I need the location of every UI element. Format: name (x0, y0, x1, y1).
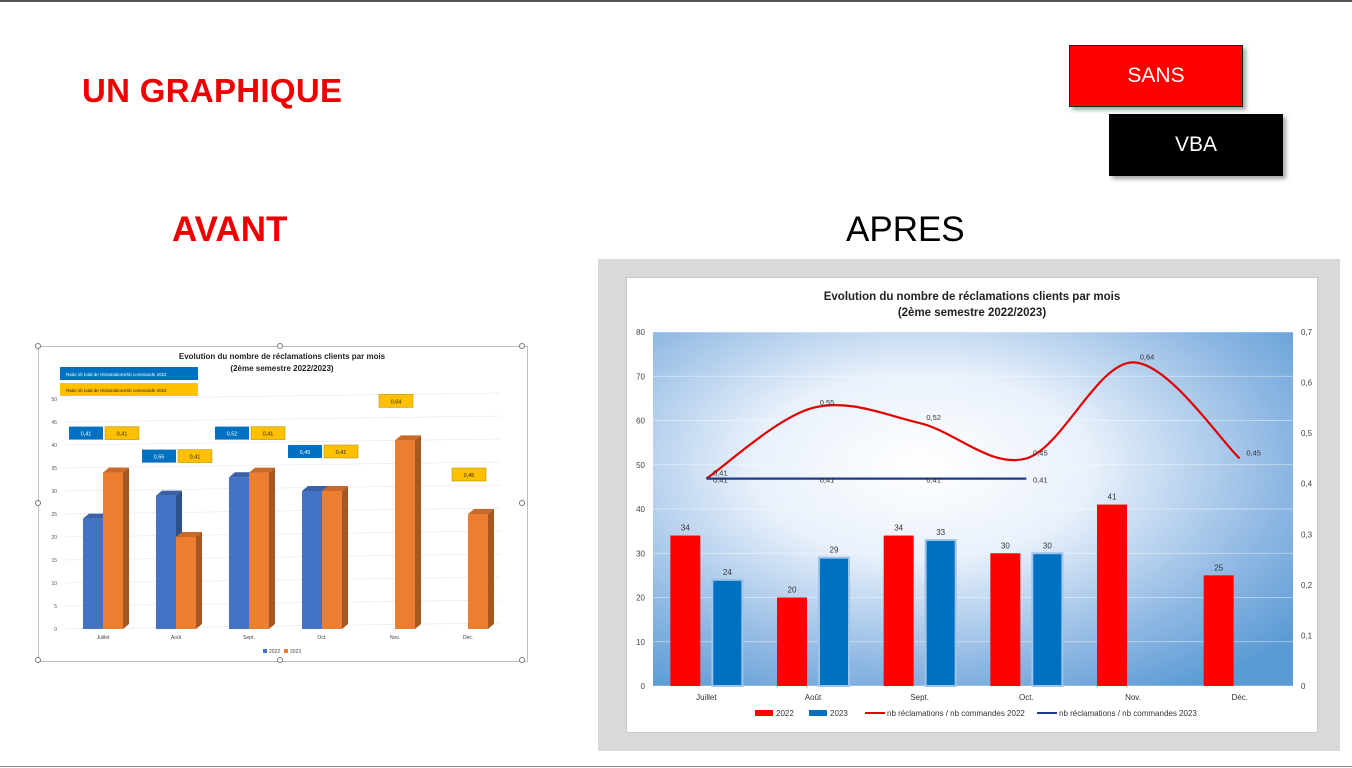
after-line-label-2022: 0,45 (1033, 448, 1048, 458)
before-ratio-label-2023: 0,41 (116, 431, 128, 438)
after-chart-frame (598, 259, 1340, 751)
before-bar-side-2023 (342, 486, 348, 629)
before-ratio-label-2023: 0,45 (463, 473, 475, 479)
before-legend-label-2023: 2023 (290, 649, 302, 655)
after-ytick-left: 10 (636, 637, 645, 647)
before-ratio-label-2023: 0,41 (262, 431, 274, 438)
after-line-label-2023: 0,41 (713, 475, 728, 485)
before-bar-2023 (176, 537, 196, 629)
before-ytick: 50 (51, 397, 57, 403)
before-bar-side-2023 (415, 435, 421, 629)
after-chart (627, 278, 1317, 732)
resize-handle-bl[interactable] (35, 657, 41, 663)
after-ytick-left: 40 (636, 505, 645, 514)
after-ytick-left: 0 (640, 682, 645, 691)
after-chart-title: Evolution du nombre de réclamations clients par mois (823, 291, 1121, 303)
after-line-label-2022: 0,45 (1246, 448, 1261, 458)
after-chart-panel[interactable] (626, 277, 1318, 733)
after-legend-swatch (755, 710, 773, 716)
resize-handle-tl[interactable] (35, 343, 41, 349)
after-legend-swatch (809, 710, 827, 716)
before-chart (39, 347, 527, 661)
before-legend-label-2022: 2022 (269, 649, 281, 655)
before-ratio-label-2022: 0,45 (299, 450, 311, 456)
before-bar-side-2023 (269, 468, 275, 629)
before-bar-2022 (83, 519, 103, 629)
before-chart-panel[interactable] (38, 346, 528, 662)
after-line-label-2022: 0,64 (1139, 352, 1155, 362)
after-ytick-left: 80 (636, 328, 645, 337)
after-bar-2022 (670, 536, 700, 686)
after-ytick-left: 60 (636, 416, 645, 426)
before-legend-swatch-2022 (263, 649, 267, 653)
after-ytick-left: 50 (636, 460, 645, 470)
after-bar-label-2023: 24 (722, 567, 732, 577)
before-ytick: 5 (54, 604, 57, 610)
after-ytick-left: 30 (636, 549, 645, 559)
after-legend-label: 2023 (830, 709, 848, 718)
after-ytick-right: 0,1 (1301, 631, 1313, 641)
vba-badge[interactable]: VBA (1109, 114, 1283, 176)
before-ratio-label-2023: 0,64 (390, 399, 402, 406)
after-ytick-right: 0,7 (1301, 328, 1313, 337)
after-bar-2023 (712, 580, 742, 686)
before-bar-side-2023 (488, 509, 494, 629)
before-legend-box-2022-text: Ratio nb total de réclamations/nb commande 2022 (66, 372, 167, 377)
before-xtick: Déc. (462, 635, 474, 641)
after-line-label-2023: 0,41 (1033, 475, 1048, 485)
after-xtick: Déc. (1231, 693, 1248, 702)
before-xtick: Août (170, 635, 182, 641)
before-ytick: 0 (54, 627, 57, 633)
after-bar-2022 (1204, 575, 1234, 686)
after-chart-subtitle: (2ème semestre 2022/2023) (897, 307, 1047, 319)
after-xtick: Nov. (1125, 693, 1141, 702)
after-bar-2022 (884, 536, 914, 686)
before-ytick: 10 (51, 581, 57, 587)
before-bar-2022 (229, 477, 249, 629)
before-gridline (63, 462, 501, 468)
after-bar-label-2022: 30 (1000, 541, 1010, 551)
before-legend-box-2024-text: Ratio nb total de réclamations/nb commande 2024 (66, 388, 167, 393)
before-ratio-label-2022: 0,52 (226, 431, 238, 438)
after-bar-2023 (819, 558, 849, 686)
before-ratio-label-2022: 0,55 (153, 454, 165, 461)
before-bar-2022 (302, 491, 322, 629)
resize-handle-bm[interactable] (277, 657, 283, 663)
after-bar-label-2022: 20 (787, 585, 797, 595)
before-legend-swatch-2023 (284, 649, 288, 653)
after-bar-2023 (1032, 553, 1062, 686)
after-xtick: Sept. (910, 693, 930, 702)
after-bar-label-2022: 34 (680, 523, 690, 533)
before-ratio-label-2023: 0,41 (335, 450, 347, 456)
after-line-label-2022: 0,52 (926, 413, 941, 423)
after-ytick-right: 0 (1301, 682, 1306, 691)
after-ytick-right: 0,3 (1301, 530, 1313, 540)
resize-handle-tr[interactable] (519, 343, 525, 349)
resize-handle-br[interactable] (519, 657, 525, 663)
before-bar-2023 (249, 473, 269, 629)
resize-handle-tm[interactable] (277, 343, 283, 349)
page-title: UN GRAPHIQUE (82, 72, 343, 109)
after-bar-label-2022: 41 (1107, 492, 1117, 502)
before-ytick: 30 (51, 489, 57, 495)
after-line-label-2023: 0,41 (926, 475, 941, 485)
before-xtick: Juillet (96, 635, 110, 641)
after-ytick-right: 0,6 (1301, 378, 1313, 388)
after-legend-label: nb réclamations / nb commandes 2023 (1059, 709, 1197, 718)
after-label: APRES (846, 210, 965, 249)
after-bar-2023 (926, 540, 956, 686)
after-bar-label-2023: 33 (936, 527, 946, 537)
after-line-label-2022: 0,41 (713, 468, 728, 478)
before-bar-side-2023 (123, 468, 129, 629)
before-ytick: 25 (51, 512, 57, 518)
after-bar-label-2022: 34 (894, 523, 904, 533)
before-bar-2023 (322, 491, 342, 629)
before-gridline (63, 416, 501, 422)
before-chart-title: Evolution du nombre de réclamations clients par mois (178, 352, 386, 361)
after-ytick-right: 0,4 (1301, 479, 1313, 489)
before-xtick: Sept. (243, 635, 255, 641)
after-bar-2022 (777, 598, 807, 687)
before-xtick: Oct. (317, 635, 327, 641)
before-ratio-label-2022: 0,41 (80, 431, 92, 438)
before-ytick: 20 (51, 535, 57, 541)
before-gridline (63, 439, 501, 445)
after-ytick-left: 70 (636, 372, 645, 382)
before-chart-subtitle: (2ème semestre 2022/2023) (230, 364, 334, 373)
after-legend-label: 2022 (776, 709, 794, 718)
sans-badge[interactable]: SANS (1069, 45, 1243, 107)
after-line-label-2023: 0,41 (819, 475, 835, 485)
before-ytick: 15 (51, 558, 57, 564)
after-bar-2022 (990, 553, 1020, 686)
before-ratio-label-2023: 0,41 (189, 454, 201, 461)
after-xtick: Juillet (696, 693, 717, 702)
resize-handle-ml[interactable] (35, 500, 41, 506)
after-xtick: Oct. (1018, 693, 1034, 702)
after-ytick-right: 0,5 (1301, 429, 1313, 439)
before-bar-2023 (395, 440, 415, 629)
before-ytick: 45 (51, 420, 57, 426)
top-divider (0, 0, 1352, 2)
resize-handle-mr[interactable] (519, 500, 525, 506)
after-xtick: Août (804, 693, 822, 702)
bottom-divider (0, 766, 1352, 767)
before-label: AVANT (172, 210, 288, 249)
after-ytick-right: 0,2 (1301, 580, 1313, 590)
before-bar-2022 (156, 496, 176, 629)
after-legend-label: nb réclamations / nb commandes 2022 (887, 709, 1025, 718)
before-bar-side-2023 (196, 532, 202, 629)
after-bar-label-2023: 29 (829, 545, 839, 555)
before-bar-2023 (468, 514, 488, 629)
after-bar-label-2023: 30 (1042, 541, 1052, 551)
before-bar-2023 (103, 473, 123, 629)
after-bar-2022 (1097, 505, 1127, 686)
after-ytick-left: 20 (636, 593, 645, 603)
before-ytick: 35 (51, 466, 57, 472)
before-ytick: 40 (51, 443, 57, 449)
after-line-label-2022: 0,55 (819, 397, 835, 407)
after-bar-label-2022: 25 (1214, 563, 1224, 573)
before-xtick: Nov. (390, 635, 400, 641)
